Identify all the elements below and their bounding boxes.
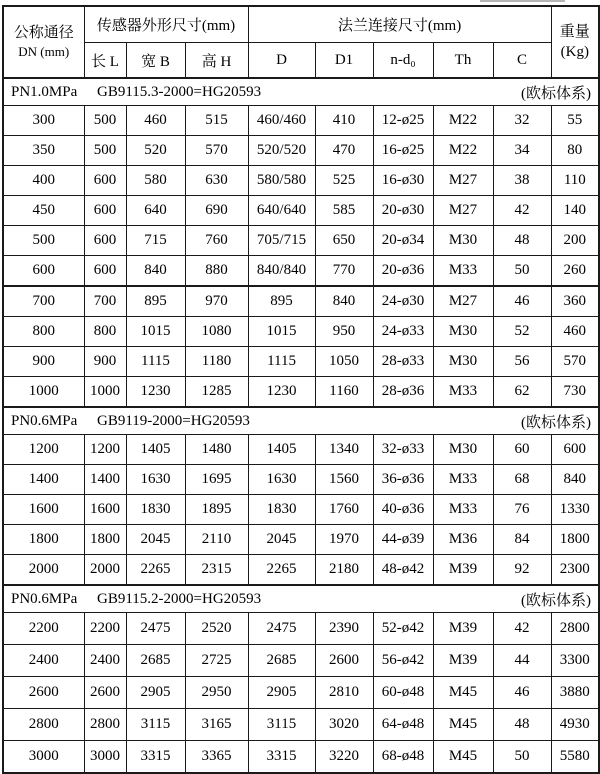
value-cell: 2685 [248,645,315,677]
table-row [3,525,599,555]
value-cell: M22 [433,136,493,166]
col-header-width: 宽 B [126,43,185,79]
value-cell: 3300 [551,645,599,677]
value-cell: 580 [126,166,185,196]
table-row [3,741,599,774]
table-row [3,226,599,256]
value-cell: 500 [84,106,126,136]
value-cell: 650 [315,226,373,256]
value-cell: 970 [185,286,248,317]
dn-cell: 1200 [3,435,84,465]
value-cell: 2475 [126,613,185,645]
value-cell: 520/520 [248,136,315,166]
dn-cell: 450 [3,196,84,226]
value-cell: 56-ø42 [373,645,433,677]
section-pressure-rating: PN0.6MPa [11,412,78,429]
value-cell: 1160 [315,377,373,408]
value-cell: 900 [84,347,126,377]
group-header-sensor-dimensions: 传感器外形尺寸(mm) [84,6,248,43]
value-cell: M30 [433,435,493,465]
value-cell: 600 [84,196,126,226]
value-cell: 2045 [126,525,185,555]
value-cell: 12-ø25 [373,106,433,136]
dn-cell: 1400 [3,465,84,495]
section-standard-code: GB9119-2000=HG20593 [97,412,250,429]
section-header-cell [3,78,599,106]
dn-cell: 3000 [3,741,84,774]
value-cell: 2400 [84,645,126,677]
value-cell: 44 [493,645,551,677]
value-cell: 24-ø33 [373,317,433,347]
value-cell: 56 [493,347,551,377]
dn-cell: 350 [3,136,84,166]
dn-cell: 500 [3,226,84,256]
value-cell: 700 [84,286,126,317]
value-cell: 1230 [248,377,315,408]
value-cell: 4930 [551,709,599,741]
value-cell: 770 [315,256,373,287]
value-cell: 2265 [126,555,185,586]
value-cell: M30 [433,317,493,347]
dn-cell: 2200 [3,613,84,645]
value-cell: 3115 [248,709,315,741]
value-cell: 48-ø42 [373,555,433,586]
value-cell: 32 [493,106,551,136]
dn-cell: 2600 [3,677,84,709]
dn-cell: 300 [3,106,84,136]
table-row [3,286,599,317]
value-cell: 5580 [551,741,599,774]
value-cell: M39 [433,555,493,586]
value-cell: M27 [433,286,493,317]
value-cell: 460 [126,106,185,136]
value-cell: 16-ø30 [373,166,433,196]
dn-unit: DN (mm) [18,44,70,60]
value-cell: 48 [493,709,551,741]
value-cell: 92 [493,555,551,586]
dn-cell: 900 [3,347,84,377]
value-cell: 630 [185,166,248,196]
weight-unit: (Kg) [560,44,589,60]
value-cell: 42 [493,196,551,226]
value-cell: 64-ø48 [373,709,433,741]
table-row [3,106,599,136]
section-header-inner [4,589,598,610]
value-cell: 1800 [551,525,599,555]
value-cell: 895 [126,286,185,317]
section-header-row [3,407,599,435]
value-cell: 1630 [126,465,185,495]
value-cell: 470 [315,136,373,166]
value-cell: 1895 [185,495,248,525]
section-header-cell [3,585,599,613]
value-cell: 705/715 [248,226,315,256]
value-cell: 2300 [551,555,599,586]
value-cell: 460 [551,317,599,347]
table-row [3,377,599,408]
col-header-Th: Th [433,43,493,79]
table-row [3,347,599,377]
table-row [3,555,599,586]
section-header-cell [3,407,599,435]
value-cell: 140 [551,196,599,226]
dn-cell: 1000 [3,377,84,408]
value-cell: M27 [433,196,493,226]
value-cell: 640 [126,196,185,226]
value-cell: 895 [248,286,315,317]
value-cell: M45 [433,677,493,709]
value-cell: 84 [493,525,551,555]
value-cell: 840/840 [248,256,315,287]
value-cell: 1480 [185,435,248,465]
value-cell: 110 [551,166,599,196]
dn-title: 公称通径 [13,25,74,42]
col-header-C: C [493,43,551,79]
value-cell: 600 [84,256,126,287]
value-cell: M33 [433,465,493,495]
value-cell: M45 [433,741,493,774]
value-cell: 690 [185,196,248,226]
value-cell: 42 [493,613,551,645]
value-cell: 24-ø30 [373,286,433,317]
value-cell: 2180 [315,555,373,586]
value-cell: 1405 [248,435,315,465]
col-header-weight [551,6,599,78]
table-row [3,465,599,495]
value-cell: 1115 [248,347,315,377]
value-cell: 1830 [248,495,315,525]
table-row [3,677,599,709]
value-cell: 3315 [126,741,185,774]
table-row [3,166,599,196]
value-cell: 68-ø48 [373,741,433,774]
value-cell: 76 [493,495,551,525]
value-cell: M39 [433,645,493,677]
table-row [3,709,599,741]
value-cell: 2000 [84,555,126,586]
value-cell: 38 [493,166,551,196]
value-cell: 410 [315,106,373,136]
value-cell: 1080 [185,317,248,347]
value-cell: 2725 [185,645,248,677]
value-cell: 80 [551,136,599,166]
value-cell: 46 [493,286,551,317]
col-header-n-d0: n-d₀ [373,43,433,79]
value-cell: 2905 [248,677,315,709]
value-cell: 2685 [126,645,185,677]
value-cell: 3165 [185,709,248,741]
scan-artifact [480,0,565,2]
dn-cell: 2400 [3,645,84,677]
value-cell: 2950 [185,677,248,709]
dn-cell: 1600 [3,495,84,525]
value-cell: 2200 [84,613,126,645]
table-row [3,256,599,287]
value-cell: 460/460 [248,106,315,136]
value-cell: 46 [493,677,551,709]
value-cell: 3220 [315,741,373,774]
value-cell: 1000 [84,377,126,408]
value-cell: 2905 [126,677,185,709]
value-cell: M33 [433,256,493,287]
value-cell: 3115 [126,709,185,741]
value-cell: 950 [315,317,373,347]
value-cell: 50 [493,741,551,774]
value-cell: 2315 [185,555,248,586]
value-cell: 360 [551,286,599,317]
table-row [3,317,599,347]
weight-title: 重量 [559,23,590,40]
value-cell: M22 [433,106,493,136]
value-cell: 32-ø33 [373,435,433,465]
value-cell: 3000 [84,741,126,774]
table-section [3,585,599,773]
value-cell: 50 [493,256,551,287]
value-cell: 1400 [84,465,126,495]
value-cell: 570 [551,347,599,377]
value-cell: 840 [126,256,185,287]
dn-cell: 700 [3,286,84,317]
section-header-inner [4,82,598,103]
value-cell: 60-ø48 [373,677,433,709]
value-cell: 730 [551,377,599,408]
value-cell: 1970 [315,525,373,555]
value-cell: 20-ø30 [373,196,433,226]
value-cell: 840 [551,465,599,495]
value-cell: 515 [185,106,248,136]
value-cell: 580/580 [248,166,315,196]
value-cell: 40-ø36 [373,495,433,525]
value-cell: M33 [433,377,493,408]
table-section [3,407,599,585]
col-header-height: 高 H [185,43,248,79]
value-cell: 600 [551,435,599,465]
section-pressure-rating: PN0.6MPa [11,590,78,607]
table-row [3,136,599,166]
value-cell: 52-ø42 [373,613,433,645]
value-cell: 68 [493,465,551,495]
col-header-D1: D1 [315,43,373,79]
value-cell: 34 [493,136,551,166]
table-row [3,196,599,226]
value-cell: 1050 [315,347,373,377]
section-note: (欧标体系) [521,85,592,102]
table-row [3,645,599,677]
value-cell: 55 [551,106,599,136]
value-cell: 16-ø25 [373,136,433,166]
value-cell: 800 [84,317,126,347]
value-cell: 20-ø36 [373,256,433,287]
section-header-row [3,585,599,613]
value-cell: 1560 [315,465,373,495]
value-cell: 1285 [185,377,248,408]
value-cell: 3365 [185,741,248,774]
table-header [3,6,599,78]
value-cell: 48 [493,226,551,256]
value-cell: M30 [433,226,493,256]
section-standard-code: GB9115.2-2000=HG20593 [97,590,262,607]
value-cell: 840 [315,286,373,317]
value-cell: 1015 [248,317,315,347]
value-cell: 1180 [185,347,248,377]
value-cell: 1115 [126,347,185,377]
value-cell: 62 [493,377,551,408]
value-cell: 36-ø36 [373,465,433,495]
value-cell: 1695 [185,465,248,495]
section-header-row [3,78,599,106]
section-note: (欧标体系) [521,414,592,431]
table-row [3,613,599,645]
value-cell: 28-ø36 [373,377,433,408]
value-cell: 600 [84,166,126,196]
table-row [3,495,599,525]
value-cell: 760 [185,226,248,256]
col-header-length: 长 L [84,43,126,79]
value-cell: 525 [315,166,373,196]
dn-cell: 1800 [3,525,84,555]
value-cell: 260 [551,256,599,287]
value-cell: 1200 [84,435,126,465]
value-cell: 20-ø34 [373,226,433,256]
value-cell: 3880 [551,677,599,709]
value-cell: 2265 [248,555,315,586]
value-cell: 2520 [185,613,248,645]
value-cell: 52 [493,317,551,347]
value-cell: 1015 [126,317,185,347]
value-cell: 1230 [126,377,185,408]
value-cell: 200 [551,226,599,256]
value-cell: 3020 [315,709,373,741]
dn-cell: 800 [3,317,84,347]
value-cell: 570 [185,136,248,166]
value-cell: 2810 [315,677,373,709]
section-standard-code: GB9115.3-2000=HG20593 [97,83,262,100]
table-row [3,435,599,465]
dimension-spec-table [2,5,600,774]
value-cell: M39 [433,613,493,645]
value-cell: 44-ø39 [373,525,433,555]
value-cell: 2475 [248,613,315,645]
value-cell: 500 [84,136,126,166]
value-cell: 3315 [248,741,315,774]
value-cell: 1340 [315,435,373,465]
value-cell: 60 [493,435,551,465]
value-cell: M33 [433,495,493,525]
value-cell: 2600 [84,677,126,709]
value-cell: M36 [433,525,493,555]
value-cell: 640/640 [248,196,315,226]
col-header-dn [3,6,84,78]
value-cell: 2110 [185,525,248,555]
section-pressure-rating: PN1.0MPa [11,83,78,100]
value-cell: M45 [433,709,493,741]
value-cell: 1330 [551,495,599,525]
value-cell: 2600 [315,645,373,677]
value-cell: 1600 [84,495,126,525]
value-cell: 2045 [248,525,315,555]
value-cell: 1630 [248,465,315,495]
dn-cell: 400 [3,166,84,196]
value-cell: 1830 [126,495,185,525]
dn-cell: 600 [3,256,84,287]
value-cell: 1760 [315,495,373,525]
section-header-inner [4,411,598,432]
table-section [3,78,599,407]
value-cell: M27 [433,166,493,196]
col-header-D: D [248,43,315,79]
value-cell: 715 [126,226,185,256]
dn-cell: 2000 [3,555,84,586]
value-cell: 2800 [551,613,599,645]
value-cell: 28-ø33 [373,347,433,377]
group-header-flange-dimensions: 法兰连接尺寸(mm) [248,6,551,43]
value-cell: 2800 [84,709,126,741]
value-cell: 520 [126,136,185,166]
value-cell: 1405 [126,435,185,465]
dn-cell: 2800 [3,709,84,741]
section-note: (欧标体系) [521,592,592,609]
value-cell: 1800 [84,525,126,555]
value-cell: M30 [433,347,493,377]
value-cell: 2390 [315,613,373,645]
value-cell: 585 [315,196,373,226]
value-cell: 600 [84,226,126,256]
value-cell: 880 [185,256,248,287]
